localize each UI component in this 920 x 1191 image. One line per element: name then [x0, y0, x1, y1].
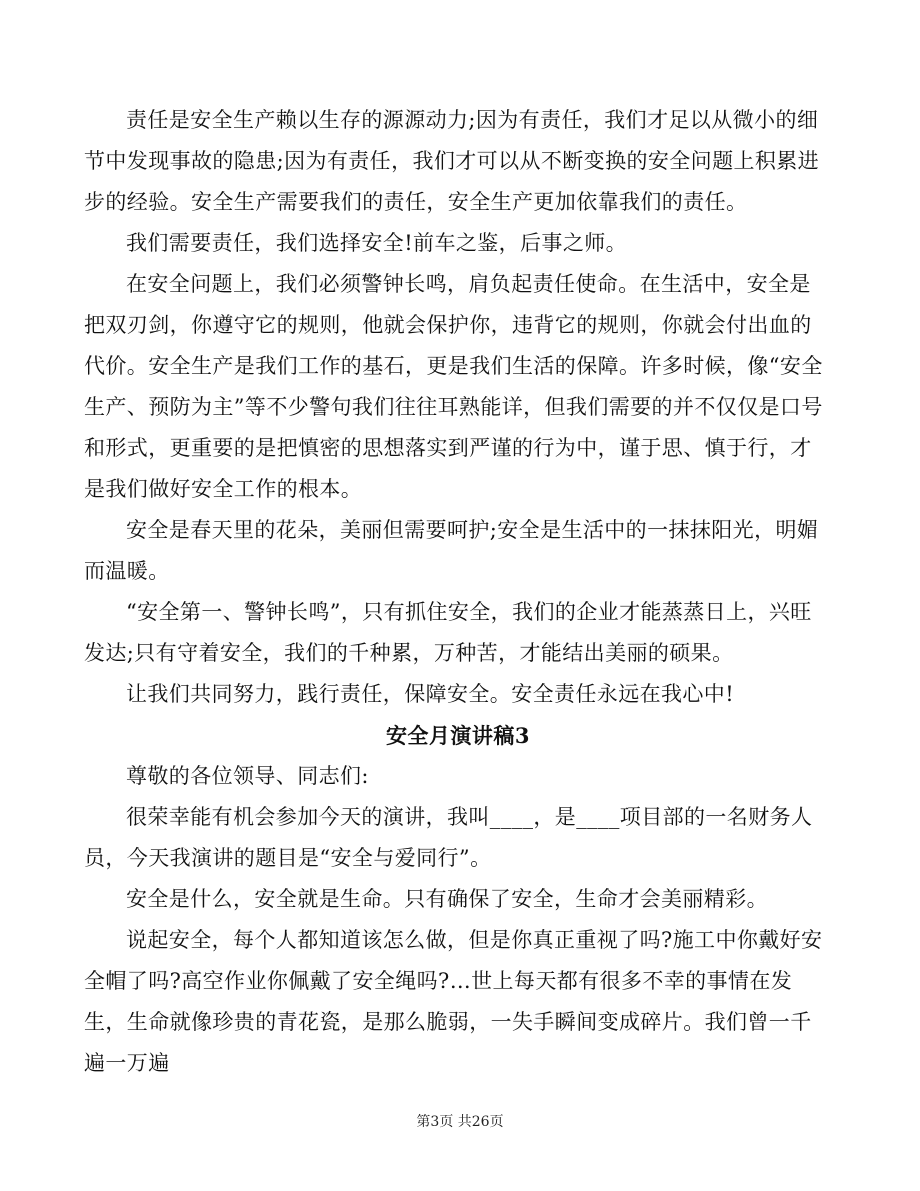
- paragraph: 很荣幸能有机会参加今天的演讲，我叫____，是____项目部的一名财务人员，今天我演讲的题目是“安全与爱同行”。: [84, 805, 813, 870]
- paragraph: 说起安全，每个人都知道该怎么做，但是你真正重视了吗?施工中你戴好安全帽了吗?高空作业你佩戴了安全绳吗?…世上每天都有很多不幸的事情在发生，生命就像珍贵的青花瓷，是那么脆弱，一失手瞬间变成碎片。我们曾一千遍一万遍: [84, 928, 823, 1075]
- paragraph: “安全第一、警钟长鸣”，只有抓住安全，我们的企业才能蒸蒸日上，兴旺发达;只有守着安全，我们的千种累，万种苦，才能结出美丽的硕果。: [84, 600, 812, 665]
- section-title: 安全月演讲稿3: [385, 723, 531, 748]
- paragraph: 我们需要责任，我们选择安全!前车之鉴，后事之师。: [126, 231, 628, 255]
- paragraph: 安全是什么，安全就是生命。只有确保了安全，生命才会美丽精彩。: [126, 887, 768, 911]
- paragraph: 尊敬的各位领导、同志们:: [126, 764, 369, 788]
- page-number-footer: 第3页 共26页: [416, 1114, 504, 1130]
- paragraph: 让我们共同努力，践行责任，保障安全。安全责任永远在我心中!: [126, 682, 735, 706]
- paragraph: 安全是春天里的花朵，美丽但需要呵护;安全是生活中的一抹抹阳光，明媚而温暖。: [84, 518, 819, 583]
- paragraph: 在安全问题上，我们必须警钟长鸣，肩负起责任使命。在生活中，安全是把双刃剑，你遵守它的规则，他就会保护你，违背它的规则，你就会付出血的代价。安全生产是我们工作的基石，更是我们生活的保障。许多时候，像“安全生产、预防为主”等不少警句我们往往耳熟能详，但我们需要的并不仅仅是口号和形式，更重要的是把慎密的思想落实到严谨的行为中，谨于思、慎于行，才是我们做好安全工作的根本。: [84, 272, 823, 501]
- paragraph: 责任是安全生产赖以生存的源源动力;因为有责任，我们才足以从微小的细节中发现事故的隐患;因为有责任，我们才可以从不断变换的安全问题上积累进步的经验。安全生产需要我们的责任，安全生产更加依靠我们的责任。: [84, 108, 820, 214]
- document-body: [84, 100, 832, 1084]
